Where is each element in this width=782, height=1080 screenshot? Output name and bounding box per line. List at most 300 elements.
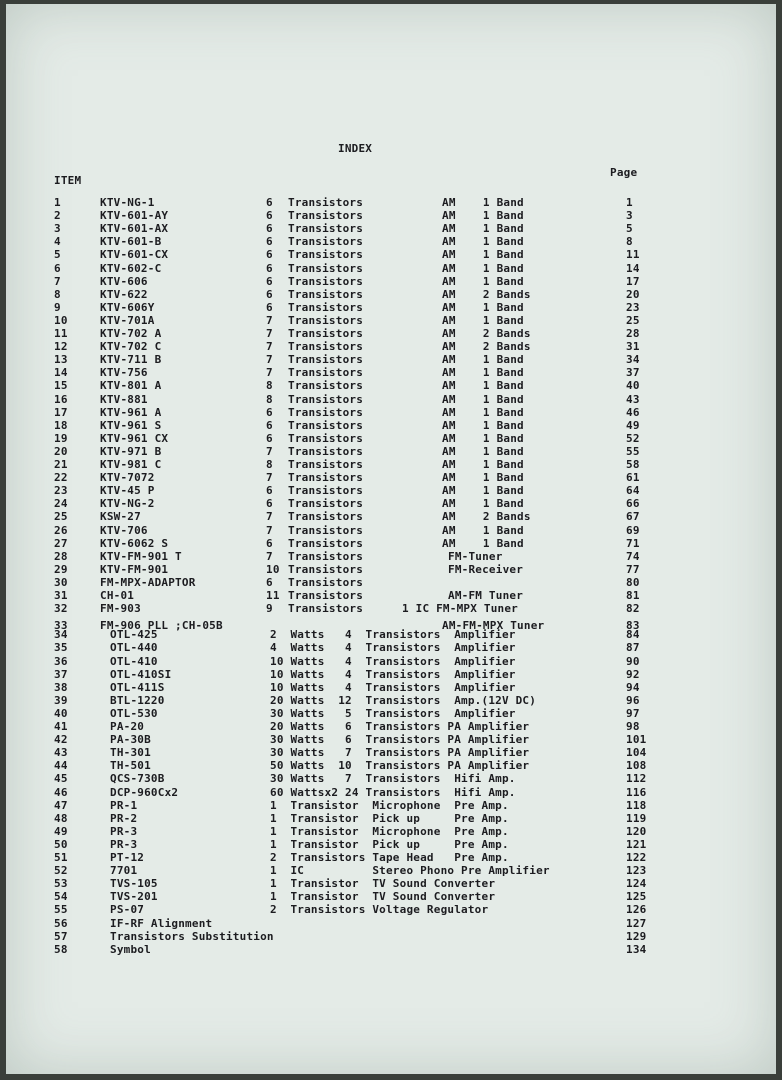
item-description: 10 Watts 4 Transistors Amplifier (270, 654, 516, 668)
item-band: AM 1 Band (442, 405, 524, 419)
item-description: 30 Watts 5 Transistors Amplifier (270, 706, 516, 720)
index-row (6, 419, 776, 432)
item-number: 34 (54, 628, 68, 642)
item-page: 66 (626, 497, 640, 511)
item-number: 10 (54, 313, 68, 327)
item-model: KTV-622 (100, 287, 148, 301)
item-model: KTV-601-B (100, 235, 162, 249)
index-row (6, 903, 776, 916)
index-row (6, 406, 776, 419)
item-page: 14 (626, 261, 640, 275)
item-type: Transistors (288, 575, 364, 589)
item-number: 48 (54, 811, 68, 825)
item-number: 18 (54, 418, 68, 432)
item-number: 23 (54, 484, 68, 498)
item-number: 30 (54, 575, 68, 589)
item-page: 40 (626, 379, 640, 393)
item-page: 83 (626, 619, 640, 633)
index-row (6, 759, 776, 772)
item-count: 6 (266, 196, 273, 209)
item-number: 9 (54, 300, 61, 314)
item-page: 129 (626, 929, 647, 943)
index-row (6, 772, 776, 785)
item-model: KTV-7072 (100, 471, 155, 485)
item-number: 52 (54, 864, 68, 878)
item-count: 7 (266, 444, 273, 458)
item-band: AM 1 Band (442, 497, 524, 511)
item-model: KTV-NG-1 (100, 196, 155, 209)
item-count: 6 (266, 484, 273, 498)
item-description: 1 Transistor TV Sound Converter (270, 877, 496, 891)
item-page: 58 (626, 458, 640, 471)
index-row (6, 694, 776, 707)
index-row (6, 445, 776, 458)
item-page: 77 (626, 562, 640, 576)
item-model: BTL-1220 (110, 693, 165, 707)
item-number: 21 (54, 458, 68, 471)
index-row (6, 851, 776, 864)
item-page: 49 (626, 418, 640, 432)
item-type: Transistors (288, 510, 364, 524)
item-count: 6 (266, 418, 273, 432)
item-model: CH-01 (100, 589, 135, 602)
item-description: 1 Transistor Microphone Pre Amp. (270, 798, 509, 812)
index-row (6, 746, 776, 759)
item-page: 122 (626, 851, 647, 864)
item-number: 28 (54, 549, 68, 563)
item-number: 53 (54, 877, 68, 891)
item-band: AM 1 Band (442, 392, 524, 406)
index-row (6, 733, 776, 746)
item-page: 3 (626, 209, 633, 223)
item-number: 3 (54, 222, 61, 236)
item-number: 50 (54, 837, 68, 851)
item-type: Transistors (288, 327, 364, 340)
item-model: QCS-730B (110, 772, 165, 786)
item-model: KTV-961 A (100, 405, 162, 419)
item-number: 54 (54, 890, 68, 904)
document-page (6, 4, 776, 1074)
item-page: 92 (626, 667, 640, 681)
item-page: 46 (626, 405, 640, 419)
item-band: AM-FM-MPX Tuner (442, 619, 545, 633)
item-number: 44 (54, 759, 68, 773)
item-count: 6 (266, 497, 273, 511)
item-page: 90 (626, 654, 640, 668)
item-band: AM 1 Band (442, 458, 524, 471)
item-number: 6 (54, 261, 61, 275)
item-model: KTV-FM-901 T (100, 549, 182, 563)
item-page: 123 (626, 864, 647, 878)
item-page: 112 (626, 772, 647, 786)
item-description: 60 Wattsx2 24 Transistors Hifi Amp. (270, 785, 516, 799)
item-model: KTV-756 (100, 366, 148, 380)
index-row (6, 510, 776, 523)
item-page: 104 (626, 746, 647, 760)
item-model: IF-RF Alignment (110, 916, 213, 930)
item-number: 20 (54, 444, 68, 458)
item-page: 108 (626, 759, 647, 773)
item-model: KTV-711 B (100, 353, 162, 367)
index-row (6, 589, 776, 602)
item-page: 8 (626, 235, 633, 249)
item-model: KSW-27 (100, 510, 141, 524)
index-row (6, 314, 776, 327)
item-number: 42 (54, 733, 68, 747)
item-number: 58 (54, 942, 68, 956)
item-number: 4 (54, 235, 61, 249)
item-page: 11 (626, 248, 640, 262)
item-model: KTV-6062 S (100, 536, 169, 550)
item-page: 118 (626, 798, 647, 812)
item-type: Transistors (288, 523, 364, 537)
item-model: TVS-105 (110, 877, 158, 891)
item-type: Transistors (288, 418, 364, 432)
item-type: Transistors (288, 458, 364, 471)
item-page: 94 (626, 680, 640, 694)
index-row (6, 890, 776, 903)
item-type: Transistors (288, 431, 364, 445)
item-number: 15 (54, 379, 68, 393)
item-band: AM 1 Band (442, 261, 524, 275)
item-model: PR-2 (110, 811, 138, 825)
item-model: Transistors Substitution (110, 929, 274, 943)
item-model: 7701 (110, 864, 138, 878)
item-count: 8 (266, 392, 273, 406)
item-model: PT-12 (110, 851, 145, 864)
index-row (6, 327, 776, 340)
item-number: 16 (54, 392, 68, 406)
item-page: 81 (626, 589, 640, 602)
item-type: Transistors (288, 196, 364, 209)
index-row (6, 864, 776, 877)
item-model: PR-3 (110, 824, 138, 838)
item-description: 1 Transistor TV Sound Converter (270, 890, 496, 904)
item-count: 6 (266, 222, 273, 236)
item-page: 31 (626, 340, 640, 354)
item-description: 2 Watts 4 Transistors Amplifier (270, 628, 516, 642)
item-page: 127 (626, 916, 647, 930)
item-number: 12 (54, 340, 68, 354)
item-type: Transistors (288, 497, 364, 511)
item-description: 10 Watts 4 Transistors Amplifier (270, 667, 516, 681)
item-number: 17 (54, 405, 68, 419)
index-row (6, 209, 776, 222)
item-description: 1 Transistor Microphone Pre Amp. (270, 824, 509, 838)
item-type: Transistors (288, 235, 364, 249)
item-description: 10 Watts 4 Transistors Amplifier (270, 680, 516, 694)
item-type: Transistors (288, 261, 364, 275)
item-band: AM 1 Band (442, 444, 524, 458)
index-row (6, 877, 776, 890)
index-row (6, 366, 776, 379)
item-count: 6 (266, 405, 273, 419)
item-count: 6 (266, 536, 273, 550)
item-page: 97 (626, 706, 640, 720)
item-page: 71 (626, 536, 640, 550)
item-model: KTV-601-AY (100, 209, 169, 223)
item-count: 6 (266, 248, 273, 262)
item-count: 8 (266, 458, 273, 471)
item-model: KTV-801 A (100, 379, 162, 393)
item-type: Transistors (288, 353, 364, 367)
item-model: PR-1 (110, 798, 138, 812)
item-number: 2 (54, 209, 61, 223)
item-column-header: ITEM (54, 174, 82, 187)
item-model: KTV-961 S (100, 418, 162, 432)
index-row (6, 524, 776, 537)
item-page: 125 (626, 890, 647, 904)
index-row (6, 655, 776, 668)
item-description: 20 Watts 6 Transistors PA Amplifier (270, 720, 530, 733)
page-column-header: Page (610, 166, 638, 179)
item-model: PR-3 (110, 837, 138, 851)
item-number: 36 (54, 654, 68, 668)
item-model: KTV-881 (100, 392, 148, 406)
item-model: FM-906 PLL ;CH-05B (100, 619, 223, 633)
index-row (6, 628, 776, 641)
item-band: AM 1 Band (442, 274, 524, 288)
item-count: 6 (266, 431, 273, 445)
item-count: 7 (266, 523, 273, 537)
item-number: 55 (54, 903, 68, 917)
item-page: 64 (626, 484, 640, 498)
item-page: 5 (626, 222, 633, 236)
item-band: AM 2 Bands (442, 327, 531, 340)
item-model: KTV-981 C (100, 458, 162, 471)
item-number: 13 (54, 353, 68, 367)
item-page: 52 (626, 431, 640, 445)
item-band: AM 1 Band (442, 222, 524, 236)
item-band: 1 IC FM-MPX Tuner (402, 602, 518, 616)
item-page: 37 (626, 366, 640, 380)
item-number: 1 (54, 196, 61, 209)
item-band: AM 1 Band (442, 353, 524, 367)
item-count: 9 (266, 602, 273, 616)
item-count: 7 (266, 471, 273, 485)
item-band: FM-Receiver (448, 562, 524, 576)
item-model: DCP-960Cx2 (110, 785, 179, 799)
item-page: 134 (626, 942, 647, 956)
index-row (6, 393, 776, 406)
item-model: PA-30B (110, 733, 151, 747)
item-description: 2 Transistors Tape Head Pre Amp. (270, 851, 509, 864)
item-band: AM 2 Bands (442, 340, 531, 354)
item-page: 80 (626, 575, 640, 589)
item-page: 120 (626, 824, 647, 838)
item-count: 6 (266, 575, 273, 589)
index-row (6, 497, 776, 510)
item-page: 23 (626, 300, 640, 314)
item-band: AM 2 Bands (442, 287, 531, 301)
item-type: Transistors (288, 392, 364, 406)
item-page: 84 (626, 628, 640, 642)
item-number: 8 (54, 287, 61, 301)
item-page: 69 (626, 523, 640, 537)
item-model: KTV-602-C (100, 261, 162, 275)
item-page: 126 (626, 903, 647, 917)
item-band: AM 1 Band (442, 235, 524, 249)
item-description: 30 Watts 6 Transistors PA Amplifier (270, 733, 530, 747)
index-row (6, 275, 776, 288)
item-band: AM 1 Band (442, 248, 524, 262)
item-page: 82 (626, 602, 640, 616)
item-page: 1 (626, 196, 633, 209)
index-row (6, 353, 776, 366)
item-model: OTL-410 (110, 654, 158, 668)
item-page: 101 (626, 733, 647, 747)
item-count: 7 (266, 353, 273, 367)
item-number: 22 (54, 471, 68, 485)
index-row (6, 681, 776, 694)
item-page: 17 (626, 274, 640, 288)
index-row (6, 641, 776, 654)
item-type: Transistors (288, 484, 364, 498)
item-band: AM 1 Band (442, 418, 524, 432)
index-row (6, 288, 776, 301)
index-row (6, 235, 776, 248)
item-number: 39 (54, 693, 68, 707)
item-count: 7 (266, 327, 273, 340)
item-model: TVS-201 (110, 890, 158, 904)
item-page: 87 (626, 641, 640, 655)
item-count: 6 (266, 300, 273, 314)
item-model: KTV-601-AX (100, 222, 169, 236)
index-row (6, 196, 776, 209)
index-row (6, 222, 776, 235)
item-model: OTL-411S (110, 680, 165, 694)
item-model: PA-20 (110, 720, 145, 733)
item-type: Transistors (288, 313, 364, 327)
index-row (6, 563, 776, 576)
item-type: Transistors (288, 405, 364, 419)
index-row (6, 537, 776, 550)
item-number: 56 (54, 916, 68, 930)
item-count: 7 (266, 366, 273, 380)
index-row (6, 458, 776, 471)
item-type: Transistors (288, 366, 364, 380)
index-row (6, 707, 776, 720)
item-model: KTV-45 P (100, 484, 155, 498)
item-count: 8 (266, 379, 273, 393)
item-model: KTV-701A (100, 313, 155, 327)
item-type: Transistors (288, 287, 364, 301)
item-type: Transistors (288, 602, 364, 616)
index-row (6, 602, 776, 615)
item-number: 26 (54, 523, 68, 537)
item-number: 24 (54, 497, 68, 511)
item-type: Transistors (288, 536, 364, 550)
item-model: OTL-530 (110, 706, 158, 720)
item-page: 43 (626, 392, 640, 406)
item-number: 32 (54, 602, 68, 616)
item-number: 31 (54, 589, 68, 602)
item-band: AM 1 Band (442, 536, 524, 550)
item-number: 27 (54, 536, 68, 550)
item-band: AM 1 Band (442, 484, 524, 498)
index-row (6, 262, 776, 275)
item-page: 34 (626, 353, 640, 367)
item-band: AM 1 Band (442, 379, 524, 393)
item-page: 74 (626, 549, 640, 563)
item-number: 41 (54, 720, 68, 733)
item-model: OTL-410SI (110, 667, 172, 681)
item-number: 57 (54, 929, 68, 943)
item-page: 61 (626, 471, 640, 485)
item-type: Transistors (288, 209, 364, 223)
page-title: INDEX (338, 142, 373, 155)
item-type: Transistors (288, 300, 364, 314)
item-model: KTV-702 A (100, 327, 162, 340)
item-description: 2 Transistors Voltage Regulator (270, 903, 489, 917)
item-model: TH-501 (110, 759, 151, 773)
item-description: 1 Transistor Pick up Pre Amp. (270, 811, 509, 825)
item-count: 6 (266, 287, 273, 301)
index-row (6, 248, 776, 261)
item-type: Transistors (288, 222, 364, 236)
index-row (6, 838, 776, 851)
item-page: 119 (626, 811, 647, 825)
item-number: 29 (54, 562, 68, 576)
index-row (6, 301, 776, 314)
item-model: FM-903 (100, 602, 141, 616)
item-page: 25 (626, 313, 640, 327)
item-model: KTV-706 (100, 523, 148, 537)
item-type: Transistors (288, 274, 364, 288)
item-number: 40 (54, 706, 68, 720)
item-description: 50 Watts 10 Transistors PA Amplifier (270, 759, 530, 773)
item-model: KTV-606Y (100, 300, 155, 314)
item-model: PS-07 (110, 903, 145, 917)
item-type: Transistors (288, 562, 364, 576)
item-band: AM-FM Tuner (448, 589, 524, 602)
item-model: KTV-FM-901 (100, 562, 169, 576)
item-model: KTV-NG-2 (100, 497, 155, 511)
item-count: 7 (266, 340, 273, 354)
item-model: Symbol (110, 942, 151, 956)
item-model: KTV-606 (100, 274, 148, 288)
index-row (6, 340, 776, 353)
item-band: AM 1 Band (442, 209, 524, 223)
item-band: AM 1 Band (442, 196, 524, 209)
item-model: OTL-425 (110, 628, 158, 642)
item-page: 67 (626, 510, 640, 524)
item-band: AM 1 Band (442, 471, 524, 485)
item-band: FM-Tuner (448, 549, 503, 563)
item-model: KTV-601-CX (100, 248, 169, 262)
item-page: 124 (626, 877, 647, 891)
item-model: KTV-971 B (100, 444, 162, 458)
index-row (6, 484, 776, 497)
item-type: Transistors (288, 549, 364, 563)
item-number: 51 (54, 851, 68, 864)
item-number: 43 (54, 746, 68, 760)
item-model: TH-301 (110, 746, 151, 760)
item-count: 7 (266, 510, 273, 524)
index-row (6, 943, 776, 956)
item-number: 5 (54, 248, 61, 262)
item-count: 7 (266, 549, 273, 563)
item-count: 6 (266, 209, 273, 223)
item-number: 7 (54, 274, 61, 288)
index-row (6, 917, 776, 930)
item-page: 121 (626, 837, 647, 851)
item-count: 10 (266, 562, 280, 576)
item-page: 28 (626, 327, 640, 340)
item-number: 11 (54, 327, 68, 340)
index-row (6, 786, 776, 799)
item-type: Transistors (288, 340, 364, 354)
